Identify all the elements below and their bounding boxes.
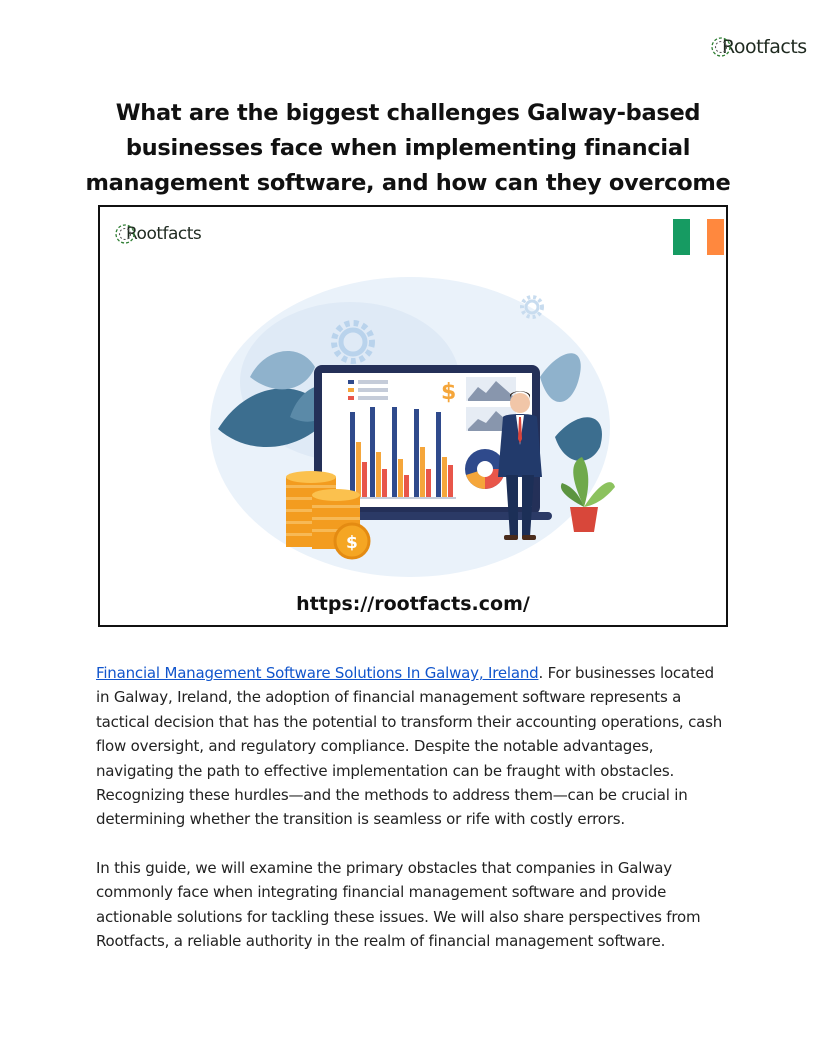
page-title: What are the biggest challenges Galway-based businesses face when implementing financial management software, and how can they overcome [85, 100, 731, 196]
rootfacts-swirl-icon [114, 223, 136, 245]
hero-banner [98, 205, 728, 627]
intro-paragraph-text: . For businesses located in Galway, Ireland, the adoption of financial management software represents a tactical decision that has the potential to transform their accounting operations, cash flow oversight, and regulatory compliance. Despite the notable advantages, navigating the path to effective implementation can be fraught with obstacles. Recognizing these hurdles—and the methods to address them—can be crucial in determining whether the transition is seamless or rife with costly errors. [96, 664, 723, 829]
banner-logo-text: Rootfacts [126, 224, 202, 244]
ireland-flag-icon [673, 219, 724, 255]
header-logo-text: Rootfacts [722, 36, 807, 58]
rootfacts-swirl-icon [710, 36, 732, 58]
dollar-sign-icon: $ [441, 380, 457, 405]
svg-text:$: $ [346, 533, 358, 553]
banner-illustration [100, 207, 726, 625]
solutions-link[interactable]: Financial Management Software Solutions In Galway, Ireland [96, 664, 539, 682]
intro-paragraph [96, 661, 726, 832]
guide-paragraph: In this guide, we will examine the primary obstacles that companies in Galway commonly face when integrating financial management software and provide actionable solutions for tackling these issues. We will also share perspectives from Rootfacts, a reliable authority in the realm of financial management software. [96, 859, 701, 951]
header-logo[interactable] [710, 36, 807, 58]
banner-logo [114, 223, 201, 245]
banner-url: https://rootfacts.com/ [296, 593, 530, 615]
